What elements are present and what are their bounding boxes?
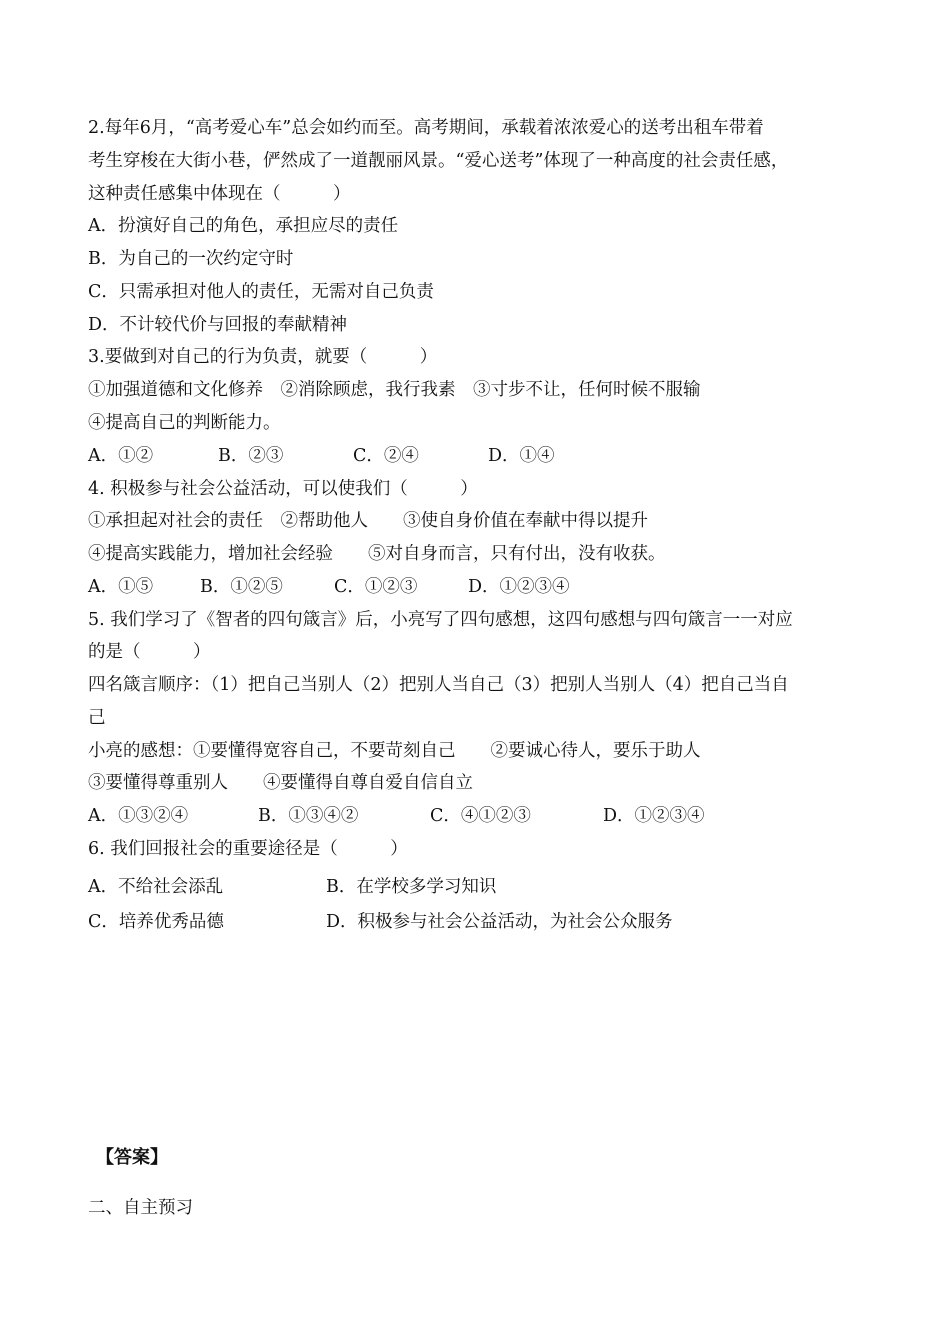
q3-stem: 3.要做到对自己的行为负责，就要（ ） bbox=[88, 347, 438, 367]
q4-option-d: D．①②③④ bbox=[468, 577, 570, 597]
q4-items-line-1: ①承担起对社会的责任 ②帮助他人 ③使自身价值在奉献中得以提升 bbox=[88, 511, 648, 531]
q4-option-a: A．①⑤ bbox=[88, 577, 154, 597]
q5-thoughts-line-1: 小亮的感想：①要懂得宽容自己，不要苛刻自己 ②要诚心待人，要乐于助人 bbox=[88, 741, 701, 761]
q4-items-line-2: ④提高实践能力，增加社会经验 ⑤对自身而言，只有付出，没有收获。 bbox=[88, 544, 666, 564]
q2-option-d: D．不计较代价与回报的奉献精神 bbox=[88, 315, 348, 335]
q4-option-b: B．①②⑤ bbox=[200, 577, 283, 597]
q3-option-c: C．②④ bbox=[353, 446, 419, 466]
q5-option-b: B．①③④② bbox=[258, 806, 359, 826]
q2-option-a: A．扮演好自己的角色，承担应尽的责任 bbox=[88, 216, 399, 236]
q3-option-b: B．②③ bbox=[218, 446, 284, 466]
q5-option-a: A．①③②④ bbox=[88, 806, 189, 826]
q6-option-b: B．在学校多学习知识 bbox=[326, 877, 497, 897]
q5-stem-line-2: 的是（ ） bbox=[88, 642, 211, 662]
q5-thoughts-line-2: ③要懂得尊重别人 ④要懂得自尊自爱自信自立 bbox=[88, 773, 473, 793]
q2-stem-line-2: 考生穿梭在大街小巷，俨然成了一道靓丽风景。“爱心送考”体现了一种高度的社会责任感， bbox=[88, 151, 789, 171]
q6-option-a: A．不给社会添乱 bbox=[88, 877, 224, 897]
q6-option-c: C．培养优秀品德 bbox=[88, 912, 224, 932]
answer-heading: 【答案】 bbox=[96, 1147, 168, 1168]
q3-option-a: A．①② bbox=[88, 446, 154, 466]
q3-items-line-1: ①加强道德和文化修养 ②消除顾虑，我行我素 ③寸步不让，任何时候不服输 bbox=[88, 380, 701, 400]
q3-items-line-2: ④提高自己的判断能力。 bbox=[88, 413, 281, 433]
q4-stem: 4. 积极参与社会公益活动，可以使我们（ ） bbox=[88, 479, 478, 499]
q5-order-line-2: 己 bbox=[88, 708, 106, 728]
q5-order-line-1: 四名箴言顺序：（1）把自己当别人（2）把别人当自己（3）把别人当别人（4）把自己当自 bbox=[88, 675, 789, 695]
q6-stem: 6. 我们回报社会的重要途径是（ ） bbox=[88, 839, 408, 859]
q2-option-c: C．只需承担对他人的责任，无需对自己负责 bbox=[88, 282, 434, 302]
q2-stem-line-1: 2.每年6月，“高考爱心车”总会如约而至。高考期间，承载着浓浓爱心的送考出租车带着 bbox=[88, 118, 764, 138]
q4-option-c: C．①②③ bbox=[334, 577, 418, 597]
q3-option-d: D．①④ bbox=[488, 446, 555, 466]
q5-stem-line-1: 5. 我们学习了《智者的四句箴言》后，小亮写了四句感想，这四句感想与四句箴言一一对应 bbox=[88, 610, 793, 630]
q2-stem-line-3: 这种责任感集中体现在（ ） bbox=[88, 184, 351, 204]
q5-option-c: C．④①②③ bbox=[430, 806, 531, 826]
answer-subheading: 二、自主预习 bbox=[88, 1198, 193, 1218]
q2-option-b: B．为自己的一次约定守时 bbox=[88, 249, 294, 269]
q6-option-d: D．积极参与社会公益活动，为社会公众服务 bbox=[326, 912, 673, 932]
q5-option-d: D．①②③④ bbox=[603, 806, 705, 826]
